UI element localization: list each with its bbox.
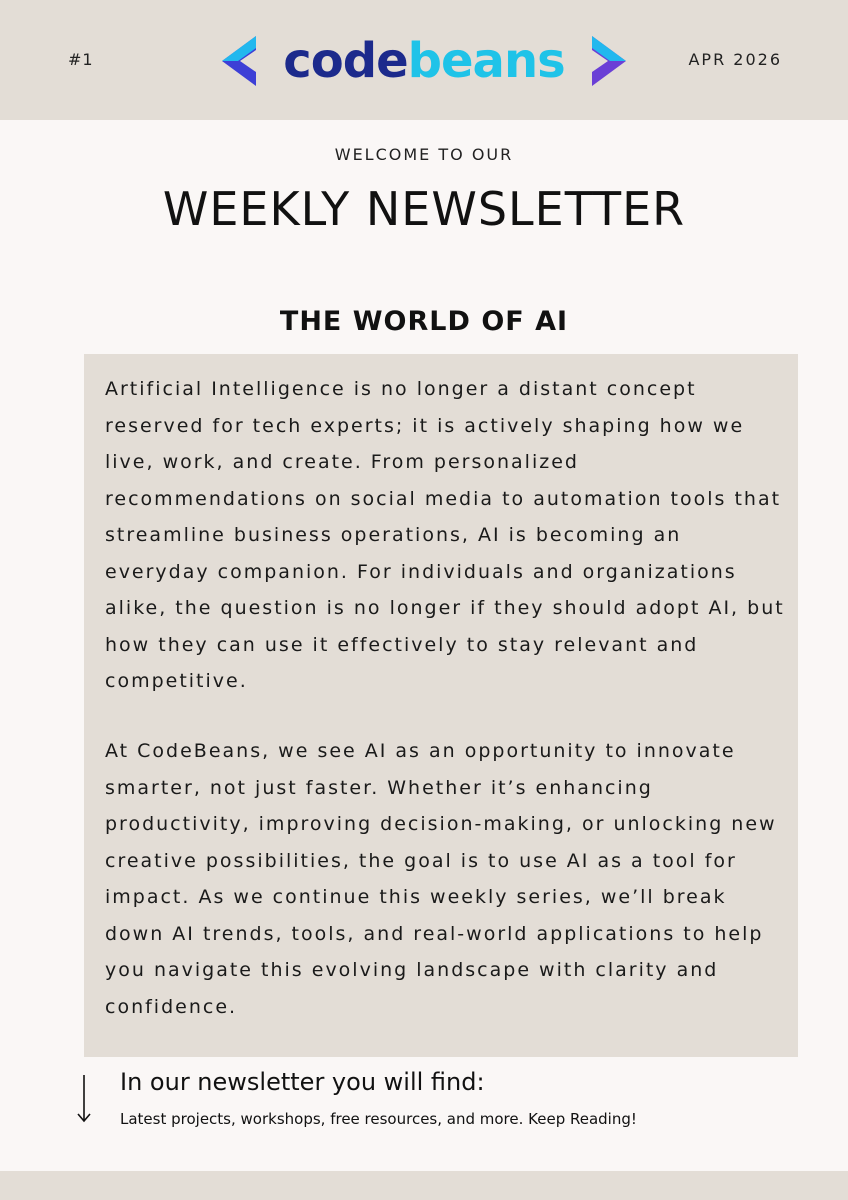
left-bracket-icon bbox=[216, 34, 260, 88]
footer-bar bbox=[0, 1171, 848, 1200]
logo-wordmark: codebeans bbox=[283, 33, 565, 89]
issue-number: #1 bbox=[68, 50, 94, 69]
article-paragraph-2: At CodeBeans, we see AI as an opportunity to innovate smarter, not just faster. Whether it’s enhancing productivity, improving decision-making, or unlocking new creative possibilities, the goal is to use AI as a tool for impact. As we continue this weekly series, we’ll break down AI trends, tools, and real-world applications to help you navigate this evolving landscape with clarity and confidence. bbox=[105, 740, 777, 1018]
article-body bbox=[84, 354, 798, 1057]
arrow-down-icon bbox=[74, 1074, 94, 1124]
codebeans-logo bbox=[216, 30, 632, 92]
header-bar bbox=[0, 0, 848, 120]
article-title: THE WORLD OF AI bbox=[279, 306, 569, 337]
newsletter-headline: WEEKLY NEWSLETTER bbox=[162, 182, 686, 236]
issue-date: APR 2026 bbox=[688, 50, 782, 69]
article-paragraph-1: Artificial Intelligence is no longer a distant concept reserved for tech experts; it is actively shaping how we live, work, and create. From personalized recommendations on social media to automation tools that streamline business operations, AI is becoming an everyday companion. For individuals and organizations alike, the question is no longer if they should adopt AI, but how they can use it effectively to stay relevant and competitive. bbox=[105, 378, 785, 692]
welcome-text: WELCOME TO OUR bbox=[334, 145, 514, 164]
newsletter-contents-subtitle: Latest projects, workshops, free resources, and more. Keep Reading! bbox=[120, 1110, 637, 1128]
right-bracket-icon bbox=[588, 34, 632, 88]
newsletter-contents-title: In our newsletter you will find: bbox=[120, 1068, 485, 1096]
